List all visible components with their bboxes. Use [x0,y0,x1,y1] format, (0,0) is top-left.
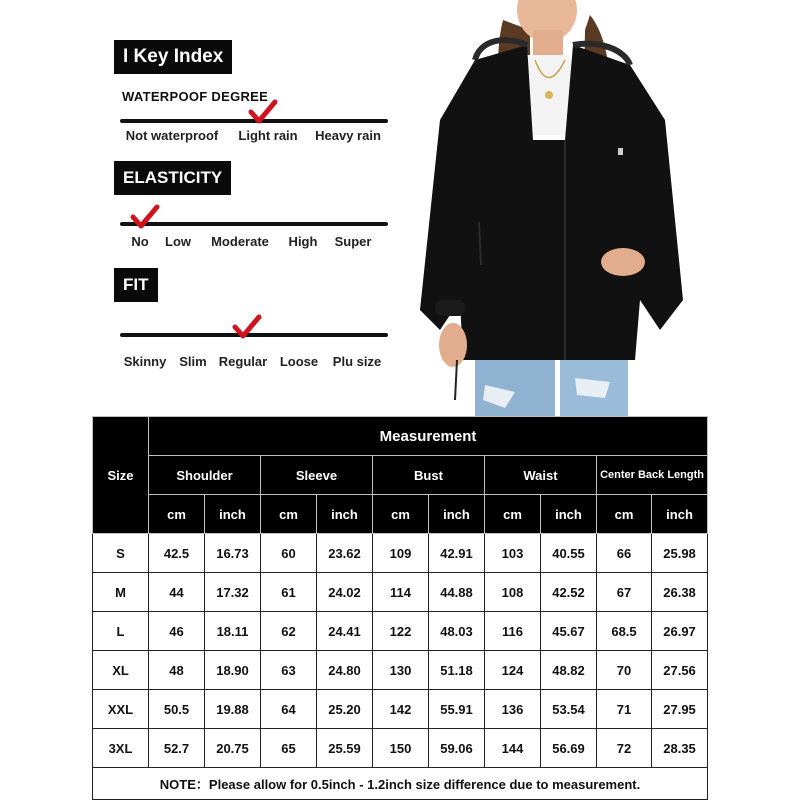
measurement-cell: 27.56 [652,651,708,690]
waterproof-checkmark-icon [248,98,278,126]
unit-header: cm [373,495,429,534]
fit-level-slim: Slim [179,354,207,369]
measurement-cell: 61 [261,573,317,612]
measurement-cell: 130 [373,651,429,690]
measurement-cell: 67 [597,573,652,612]
measurement-cell: 48.03 [429,612,485,651]
fit-level-regular: Regular [218,354,268,369]
size-cell: XXL [93,690,149,729]
waterproof-level-heavy: Heavy rain [315,128,381,143]
product-photo [415,0,700,416]
measurement-cell: 59.06 [429,729,485,768]
measurement-cell: 44 [149,573,205,612]
unit-header: inch [541,495,597,534]
measurement-cell: 16.73 [205,534,261,573]
unit-header: cm [597,495,652,534]
measurement-cell: 122 [373,612,429,651]
measurement-cell: 116 [485,612,541,651]
measurement-cell: 18.11 [205,612,261,651]
measurement-cell: 70 [597,651,652,690]
waterproof-level-light: Light rain [238,128,298,143]
group-header-bust: Bust [373,456,485,495]
fit-checkmark-icon [232,313,262,341]
measurement-cell: 66 [597,534,652,573]
measurement-cell: 136 [485,690,541,729]
group-header-waist: Waist [485,456,597,495]
unit-header: inch [429,495,485,534]
measurement-cell: 24.80 [317,651,373,690]
measurement-cell: 18.90 [205,651,261,690]
elasticity-level-no: No [131,234,149,249]
measurement-cell: 19.88 [205,690,261,729]
measurement-cell: 50.5 [149,690,205,729]
unit-header: cm [485,495,541,534]
unit-header: cm [149,495,205,534]
measurement-cell: 27.95 [652,690,708,729]
unit-header: cm [261,495,317,534]
group-header-shoulder: Shoulder [149,456,261,495]
measurement-cell: 48 [149,651,205,690]
size-chart-body [93,534,708,768]
elasticity-level-super: Super [334,234,372,249]
elasticity-checkmark-icon [130,203,160,231]
key-index-title: I Key Index [114,40,232,74]
measurement-cell: 28.35 [652,729,708,768]
measurement-cell: 42.5 [149,534,205,573]
measurement-cell: 144 [485,729,541,768]
measurement-cell: 142 [373,690,429,729]
measurement-cell: 42.91 [429,534,485,573]
elasticity-level-moderate: Moderate [211,234,269,249]
measurement-cell: 103 [485,534,541,573]
elasticity-level-high: High [288,234,318,249]
table-row [93,651,708,690]
fit-level-skinny: Skinny [123,354,167,369]
table-row [93,573,708,612]
measurement-cell: 71 [597,690,652,729]
measurement-cell: 51.18 [429,651,485,690]
elasticity-title: ELASTICITY [114,161,231,195]
measurement-cell: 53.54 [541,690,597,729]
group-header-center-back-length: Center Back Length [597,456,708,495]
measurement-cell: 68.5 [597,612,652,651]
measurement-cell: 63 [261,651,317,690]
table-row [93,690,708,729]
measurement-cell: 52.7 [149,729,205,768]
measurement-cell: 26.97 [652,612,708,651]
measurement-cell: 20.75 [205,729,261,768]
measurement-cell: 23.62 [317,534,373,573]
waterproof-title: WATERPOOF DEGREE [122,89,269,104]
table-row [93,729,708,768]
elasticity-level-low: Low [165,234,191,249]
measurement-cell: 48.82 [541,651,597,690]
fit-level-loose: Loose [279,354,319,369]
size-note: NOTE：Please allow for 0.5inch - 1.2inch size difference due to measurement. [93,768,708,800]
measurement-cell: 25.98 [652,534,708,573]
measurement-cell: 114 [373,573,429,612]
measurement-cell: 55.91 [429,690,485,729]
size-cell: M [93,573,149,612]
measurement-cell: 72 [597,729,652,768]
measurement-cell: 17.32 [205,573,261,612]
unit-header: inch [205,495,261,534]
measurement-cell: 64 [261,690,317,729]
table-row [93,612,708,651]
fit-title: FIT [114,268,158,302]
unit-header: inch [317,495,373,534]
measurement-cell: 150 [373,729,429,768]
size-cell: S [93,534,149,573]
measurement-cell: 24.02 [317,573,373,612]
size-chart-table [92,416,708,800]
unit-header: inch [652,495,708,534]
table-row [93,534,708,573]
measurement-cell: 45.67 [541,612,597,651]
measurement-cell: 25.20 [317,690,373,729]
measurement-cell: 60 [261,534,317,573]
measurement-header: Measurement [149,417,708,456]
measurement-cell: 40.55 [541,534,597,573]
measurement-cell: 62 [261,612,317,651]
measurement-cell: 24.41 [317,612,373,651]
measurement-cell: 124 [485,651,541,690]
measurement-cell: 44.88 [429,573,485,612]
measurement-cell: 56.69 [541,729,597,768]
measurement-cell: 46 [149,612,205,651]
size-cell: L [93,612,149,651]
elasticity-scale-bar [120,222,388,226]
measurement-cell: 26.38 [652,573,708,612]
fit-level-plus-size: Plu size [332,354,382,369]
size-cell: XL [93,651,149,690]
measurement-cell: 65 [261,729,317,768]
model-wearing-jacket-image [415,0,700,416]
measurement-cell: 42.52 [541,573,597,612]
size-column-header: Size [93,417,149,534]
group-header-sleeve: Sleeve [261,456,373,495]
measurement-cell: 108 [485,573,541,612]
size-cell: 3XL [93,729,149,768]
measurement-cell: 25.59 [317,729,373,768]
measurement-cell: 109 [373,534,429,573]
waterproof-level-not: Not waterproof [125,128,219,143]
